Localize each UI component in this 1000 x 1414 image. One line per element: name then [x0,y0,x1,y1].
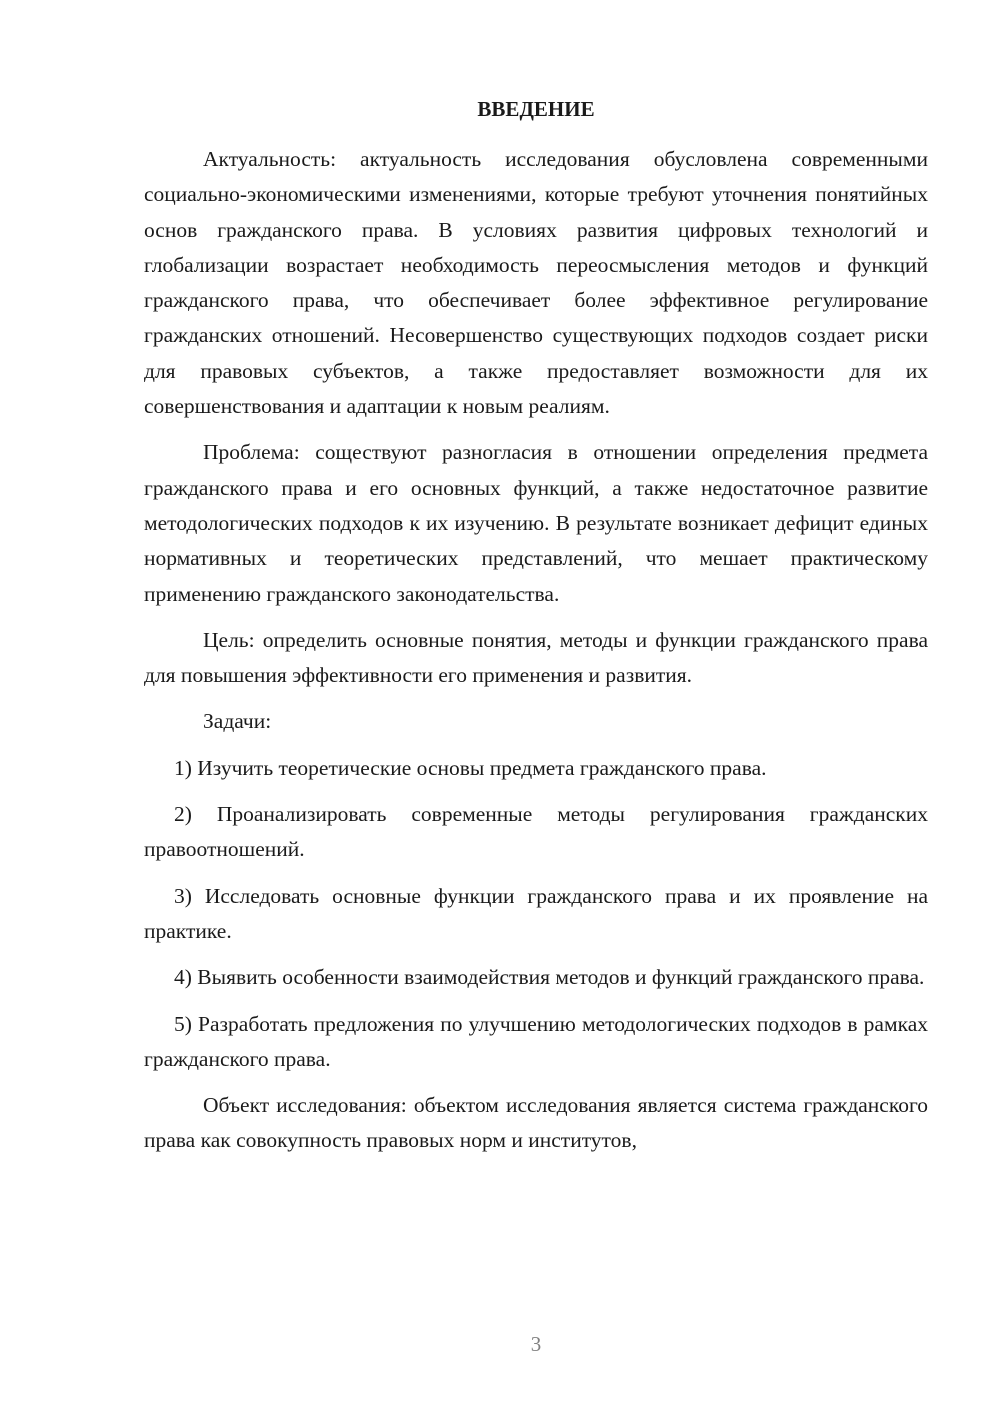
tasks-label: Задачи: [203,709,272,734]
page-title: ВВЕДЕНИЕ [477,97,595,121]
paragraph-goal: Цель: определить основные понятия, методы и функции гражданского права для повышения эффективности его применения и развития. [144,627,928,688]
page-number: 3 [530,1332,542,1356]
paragraph-relevance: Актуальность: актуальность исследования обусловлена современными социально-экономическими изменениями, которые требуют уточнения понятийных основ гражданского права. В условиях развития цифровых технологий и глобализации возрастает необходимость переосмысления методов и функций гражданского права, что обеспечивает более эффективное регулирование гражданских отношений. Несовершенство существующих подходов создает риски для правовых субъектов, а также предоставляет возможности для их совершенствования и адаптации к новым реалиям. [144,147,928,419]
paragraph-object: Объект исследования: объектом исследования является система гражданского права как совокупность правовых норм и институтов, [144,1093,928,1153]
task-item: 5) Разработать предложения по улучшению методологических подходов в рамках гражданского права. [144,1011,928,1071]
paragraph-problem: Проблема: соществуют разногласия в отношении определения предмета гражданского права и его основных функций, а также недостаточное развитие методологических подходов к их изучению. В результате возникает дефицит единых нормативных и теоретических представлений, что мешает практическому применению гражданского законодательства. [144,440,928,606]
task-item: 1) Изучить теоретические основы предмета гражданского права. [174,755,767,780]
task-item: 4) Выявить особенности взаимодействия методов и функций гражданского права. [174,965,925,990]
task-item: 3) Исследовать основные функции гражданского права и их проявление на практике. [144,883,928,943]
task-item: 2) Проанализировать современные методы регулирования гражданских правоотношений. [144,802,928,862]
document-body [144,142,928,1159]
